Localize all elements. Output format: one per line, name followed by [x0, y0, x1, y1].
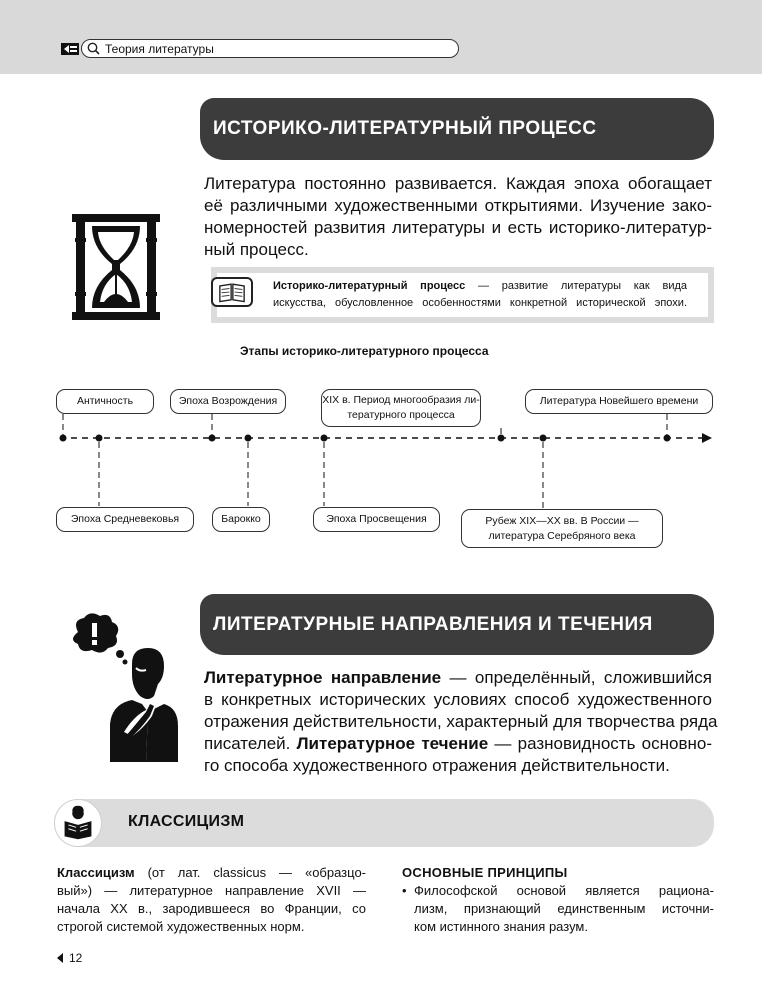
text-line: её различными художественными открытиями. Изучение зако- — [204, 196, 712, 215]
definition-inner — [217, 273, 708, 317]
principles-column — [402, 864, 714, 936]
term-classicism: Классицизм — [57, 865, 135, 880]
text-line: в конкретных исторических условиях способ художественного — [204, 690, 712, 709]
stage-label: Эпоха Возрождения — [178, 395, 278, 407]
timeline-dot — [96, 435, 103, 442]
classicism-bar — [54, 799, 714, 847]
text-line: Литература постоянно развивается. Каждая эпоха обогащает — [204, 174, 712, 193]
text-line: ный процесс. — [204, 240, 309, 259]
text-line — [204, 667, 712, 689]
text-line: отражения действительности, характерный для творчества ряда — [204, 712, 718, 731]
definition-text — [273, 278, 687, 312]
term-current: Литературное течение — [296, 734, 489, 753]
stage-antiquity — [56, 389, 154, 414]
text-line: Философской основой является рациона- — [414, 883, 714, 898]
stage-label: литература Серебряного века — [488, 529, 636, 542]
text-line — [57, 864, 366, 882]
stage-label: Рубеж XIX—XX вв. В России — — [485, 514, 639, 527]
principles-heading: ОСНОВНЫЕ ПРИНЦИПЫ — [402, 865, 568, 880]
timeline-dot — [321, 435, 328, 442]
stage-label: Античность — [76, 395, 134, 407]
text-fragment: писателей. — [204, 734, 297, 753]
open-book-icon — [211, 277, 253, 307]
search-icon — [87, 42, 100, 55]
text-line: ком истинного знания разум. — [414, 919, 588, 934]
page-number-text: 12 — [69, 951, 83, 965]
section-heading: КЛАССИЦИЗМ — [128, 813, 245, 830]
directions-paragraph — [204, 667, 718, 777]
timeline-dot — [664, 435, 671, 442]
stage-silver-age — [461, 509, 663, 548]
definition-line: искусства, обусловленное особенностями конкретной исторической эпохи. — [273, 297, 687, 309]
stage-label: Литература Новейшего времени — [539, 395, 699, 407]
timeline-dot — [60, 435, 67, 442]
text-fragment: (от лат. classicus — «образцо- — [134, 865, 366, 880]
section-banner-directions — [200, 594, 714, 655]
text-line: номерностей развития литературы и есть историко-литератур- — [204, 218, 712, 237]
definition-rest: — развитие литературы как вида — [465, 280, 687, 292]
bullet: • — [402, 883, 407, 898]
section-banner-historical-process — [200, 98, 714, 160]
definition-term: Историко-литературный процесс — [273, 280, 466, 292]
definition-line — [273, 278, 687, 295]
timeline-title: Этапы историко-литературного процесса — [240, 344, 489, 358]
classicism-definition — [57, 864, 366, 936]
reading-person-icon — [55, 800, 101, 846]
section-heading: ИСТОРИКО-ЛИТЕРАТУРНЫЙ ПРОЦЕСС — [213, 118, 597, 139]
book-logo-icon — [60, 40, 80, 56]
timeline-dot — [540, 435, 547, 442]
stage-middle-ages — [56, 507, 194, 532]
stage-label: Эпоха Средневековья — [70, 513, 180, 525]
timeline-dot — [209, 435, 216, 442]
text-line: строгой системой художественных норм. — [57, 919, 305, 934]
stage-renaissance — [170, 389, 286, 414]
text-line: го способа художественного отражения действительности. — [204, 756, 670, 775]
stage-label: тературного процесса — [347, 409, 455, 421]
text-fragment: — определённый, сложившийся — [441, 668, 713, 687]
reader-icon-circle — [54, 799, 102, 847]
principle-item — [402, 882, 714, 936]
stage-baroque — [212, 507, 270, 532]
section-heading: ЛИТЕРАТУРНЫЕ НАПРАВЛЕНИЯ И ТЕЧЕНИЯ — [213, 613, 653, 635]
text-line: начала XX в., зародившееся во Франции, со — [57, 901, 366, 916]
timeline-arrow-icon — [702, 433, 712, 443]
stage-enlightenment — [313, 507, 440, 532]
stage-label: Эпоха Просвещения — [326, 513, 427, 525]
top-bar — [0, 0, 762, 74]
text-line: вый») — литературное направление XVII — — [57, 883, 366, 898]
timeline-dot — [498, 435, 505, 442]
hourglass-icon — [72, 214, 160, 320]
text-line — [204, 733, 712, 755]
section-title: Теория литературы — [105, 42, 214, 56]
stage-label: Барокко — [221, 513, 261, 525]
text-line: лизм, признающий единственным источни- — [414, 901, 714, 916]
intro-paragraph — [204, 173, 712, 261]
term-direction: Литературное направление — [204, 668, 442, 687]
section-search-box[interactable] — [81, 39, 459, 58]
page-marker-icon — [57, 953, 63, 963]
text-fragment: — разновидность основно- — [488, 734, 712, 753]
page-number — [57, 951, 82, 965]
stage-modern-literature — [525, 389, 713, 414]
stage-label: XIX в. Период многообразия ли- — [322, 394, 480, 406]
timeline-dot — [245, 435, 252, 442]
thinking-person-icon — [62, 612, 182, 762]
definition-box — [211, 267, 714, 323]
stage-19th-century — [321, 389, 481, 427]
